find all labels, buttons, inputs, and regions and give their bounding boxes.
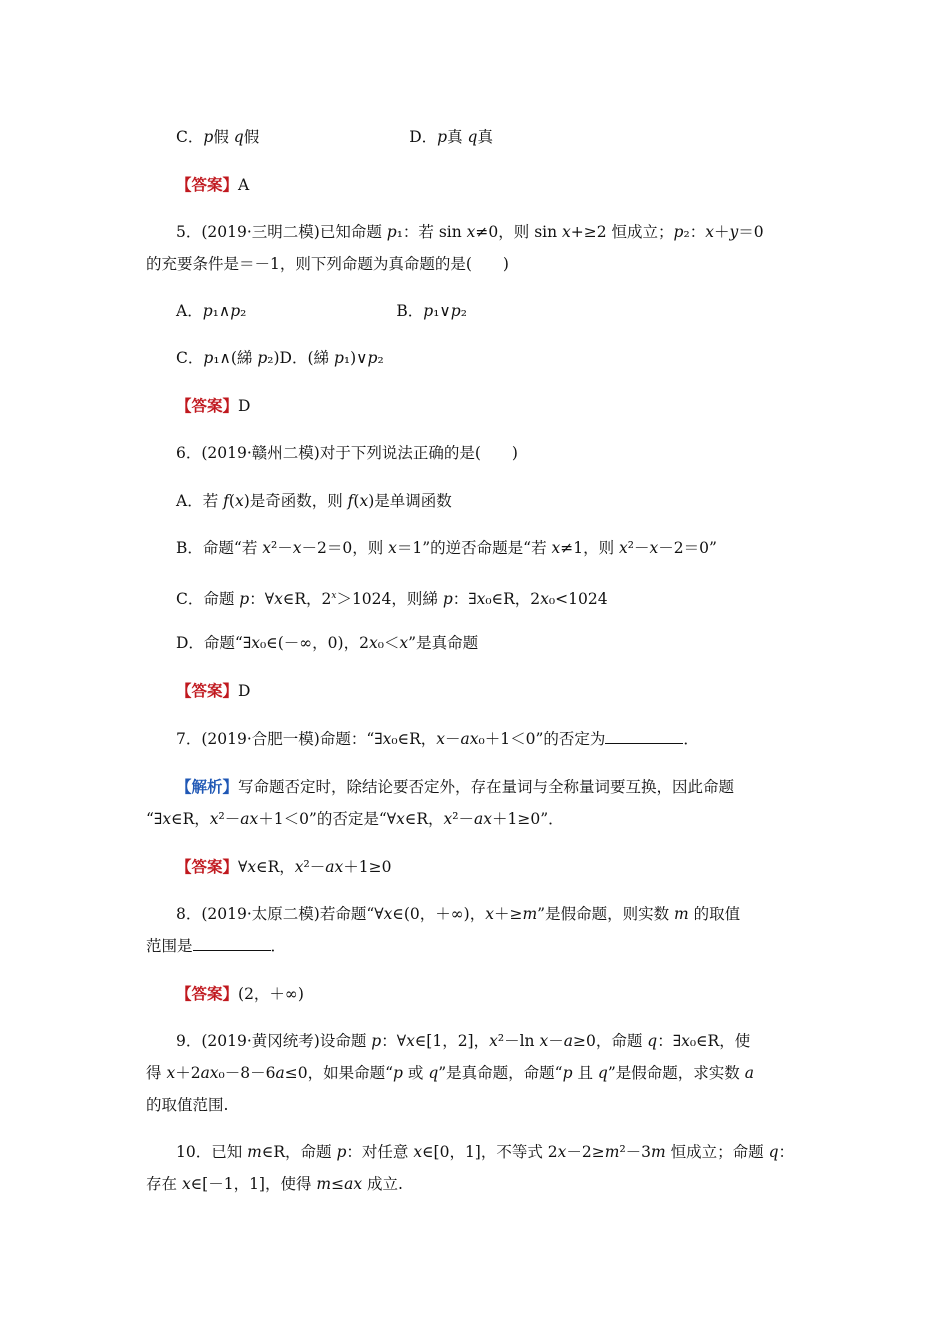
text-line-l23: 的取值范围.: [146, 1096, 229, 1114]
text-line-l19: 范围是 ．: [146, 937, 287, 955]
text-line-l14: 7．(2019·合肥一模)命题：“∃x₀∈R，x－ax₀＋1＜0”的否定为 ．: [176, 730, 699, 748]
text-line-l17: 【答案】∀x∈R，x²－ax＋1≥0: [176, 857, 392, 876]
text-line-l10: B．命题“若 x²－x－2＝0，则 x＝1”的逆否命题是“若 x≠1，则 x²－x－2＝0”: [176, 539, 717, 557]
text-line-l21: 9．(2019·黄冈统考)设命题 p：∀x∈[1，2]，x²－ln x－a≥0，命题 q：∃x₀∈R，使: [176, 1032, 751, 1050]
text-line-l15: 【解析】写命题否定时，除结论要否定外，存在量词与全称量词要互换，因此命题: [176, 777, 735, 796]
text-line-l11: C．命题 p：∀x∈R，$2^x>1024$，则綈 p：∃x₀∈R，2x₀<1024: [176, 590, 608, 609]
text-line-l4: 的充要条件是＝－1，则下列命题为真命题的是( ): [146, 255, 509, 273]
text-line-l22: 得 x＋2ax₀－8－6a≤0，如果命题“p 或 q”是真命题，命题“p 且 q”是假命题，求实数 a: [146, 1064, 754, 1082]
text-line-l18: 8．(2019·太原二模)若命题“∀x∈(0，＋∞)，x＋≥m”是假命题，则实数 m 的取值: [176, 905, 741, 923]
text-line-l12: D．命题“∃x₀∈(－∞，0)，2x₀＜x”是真命题: [176, 634, 479, 652]
text-line-l6: C．p₁∧(綈 p₂)D．(綈 p₁)∨p₂: [176, 349, 384, 367]
text-line-l5: A．p₁∧p₂ B．p₁∨p₂: [176, 302, 467, 320]
text-line-l3: 5．(2019·三明二模)已知命题 p₁：若 sin x≠0，则 sin x+≥2 恒成立；p₂：x＋y＝0: [176, 223, 764, 241]
text-line-l25: 存在 x∈[－1，1]，使得 m≤ax 成立.: [146, 1175, 403, 1193]
text-line-l24: 10．已知 m∈R，命题 p：对任意 x∈[0，1]，不等式 2x－2≥m²－3m 恒成立；命题 q：: [176, 1143, 795, 1161]
text-line-l20: 【答案】(2，＋∞): [176, 984, 304, 1003]
text-line-l7: 【答案】D: [176, 396, 251, 415]
text-line-l2: 【答案】A: [176, 175, 250, 194]
text-line-l1: C．p假 q假 D．p真 q真: [176, 128, 493, 146]
text-line-l8: 6．(2019·赣州二模)对于下列说法正确的是( ): [176, 444, 518, 462]
text-line-l16: “∃x∈R，x²－ax＋1＜0”的否定是“∀x∈R，x²－ax＋1≥0”．: [146, 810, 564, 828]
text-line-l13: 【答案】D: [176, 681, 251, 700]
text-line-l9: A．若 f(x)是奇函数，则 f(x)是单调函数: [176, 492, 452, 510]
